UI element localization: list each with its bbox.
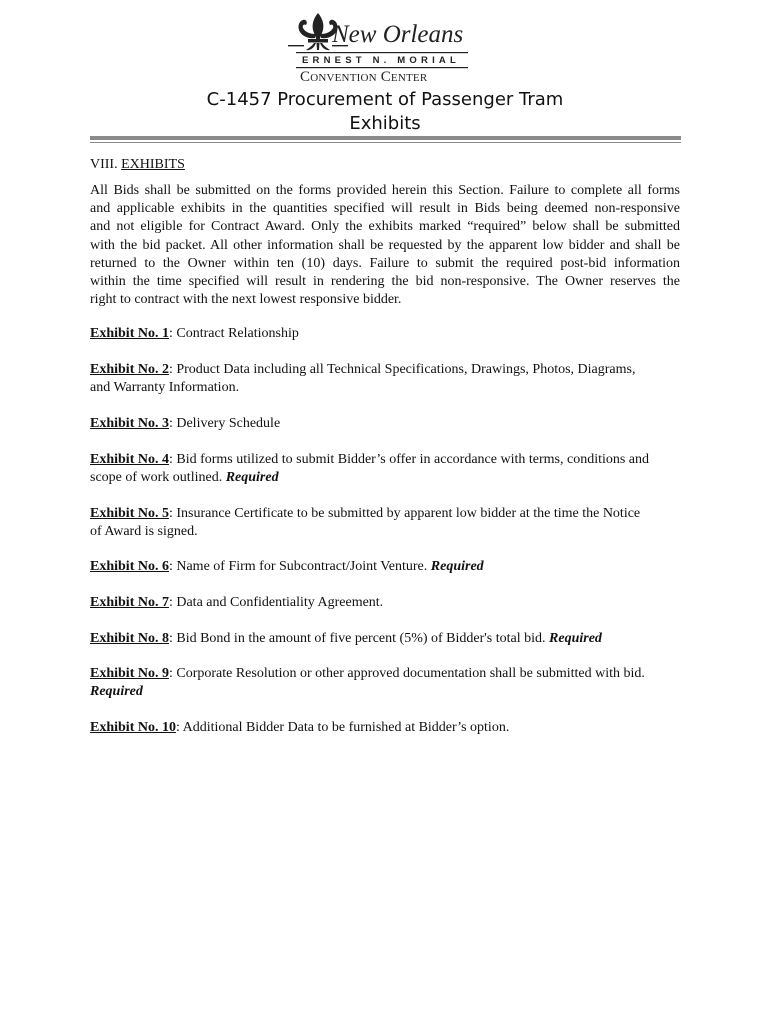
exhibit-line (90, 469, 685, 487)
exhibit-item (90, 719, 685, 737)
exhibit-label: Exhibit No. 3 (90, 416, 169, 431)
intro-line: and not eligible for Contract Award. Only the exhibits marked “required” below shall be submitted (90, 219, 680, 235)
logo-name-line: ERNEST N. MORIAL (302, 55, 460, 66)
section-number: VIII. (90, 157, 118, 172)
exhibit-line (90, 325, 685, 343)
exhibit-label: Exhibit No. 2 (90, 362, 169, 377)
exhibit-description: : Delivery Schedule (168, 416, 281, 431)
exhibit-line (90, 683, 685, 701)
exhibit-line (90, 505, 685, 523)
exhibit-description: : Additional Bidder Data to be furnished at Bidder’s option. (175, 720, 510, 735)
intro-line: returned to the Owner within ten (10) days. Failure to submit the required post-bid information (90, 255, 680, 271)
exhibit-description: : Name of Firm for Subcontract/Joint Venture. (168, 559, 431, 574)
intro-paragraph (90, 182, 680, 309)
exhibit-line (90, 523, 685, 541)
exhibit-line (90, 558, 685, 576)
intro-line: and applicable exhibits in the quantities specified will result in Bids being deemed non-responsive (90, 201, 680, 217)
title-rule-thin (90, 142, 681, 143)
exhibit-label: Exhibit No. 1 (90, 326, 169, 341)
exhibit-line (90, 594, 685, 612)
exhibit-label: Exhibit No. 8 (90, 631, 169, 646)
exhibit-item (90, 451, 685, 487)
exhibit-item (90, 325, 685, 343)
exhibit-label: Exhibit No. 10 (90, 720, 176, 735)
required-flag: Required (90, 684, 143, 700)
exhibit-description: : Contract Relationship (168, 326, 299, 341)
exhibit-label: Exhibit No. 5 (90, 506, 169, 521)
exhibit-line (90, 361, 685, 379)
section-heading (90, 156, 185, 174)
exhibit-description: : Product Data including all Technical Specifications, Drawings, Photos, Diagrams, (168, 362, 636, 377)
exhibit-description: : Corporate Resolution or other approved documentation shall be submitted with bid. (168, 666, 645, 681)
exhibit-description: : Data and Confidentiality Agreement. (168, 595, 384, 610)
exhibit-description: : Bid Bond in the amount of five percent (5%) of Bidder's total bid. (168, 631, 550, 646)
logo-script-text: New Orleans (332, 21, 464, 48)
exhibit-label: Exhibit No. 6 (90, 559, 169, 574)
logo-venue-line: Convention Center (300, 69, 428, 85)
exhibit-line (90, 665, 685, 683)
exhibit-label: Exhibit No. 9 (90, 666, 169, 681)
exhibit-item (90, 361, 685, 397)
exhibit-item (90, 665, 685, 701)
exhibit-label: Exhibit No. 4 (90, 452, 169, 467)
exhibit-description: : Insurance Certificate to be submitted by apparent low bidder at the time the Notice (168, 506, 641, 521)
exhibit-line (90, 719, 685, 737)
exhibit-label: Exhibit No. 7 (90, 595, 169, 610)
exhibit-item (90, 594, 685, 612)
exhibit-line (90, 630, 685, 648)
exhibit-item (90, 558, 685, 576)
exhibit-description-continued: scope of work outlined. (90, 470, 226, 486)
intro-line: with the bid packet. All other information shall be requested by the apparent low bidder and shall be (90, 237, 680, 253)
exhibit-description: : Bid forms utilized to submit Bidder’s offer in accordance with terms, conditions and (168, 452, 650, 467)
intro-line: right to contract with the next lowest responsive bidder. (90, 292, 402, 308)
required-flag: Required (430, 559, 484, 574)
intro-line: within the time specified will result in rendering the bid non-responsive. The Owner reserves the (90, 274, 680, 290)
document-title: C-1457 Procurement of Passenger Tram (206, 89, 564, 110)
exhibit-line (90, 451, 685, 469)
exhibit-description-continued: and Warranty Information. (90, 380, 240, 396)
exhibit-item (90, 505, 685, 541)
required-flag: Required (225, 470, 279, 486)
exhibit-item (90, 415, 685, 433)
exhibit-line (90, 379, 685, 397)
section-title: EXHIBITS (121, 157, 185, 172)
document-subtitle: Exhibits (349, 113, 421, 134)
required-flag: Required (549, 631, 602, 646)
intro-line: All Bids shall be submitted on the forms provided herein this Section. Failure to complete all forms (90, 183, 680, 198)
exhibit-description-continued: of Award is signed. (90, 524, 198, 540)
convention-center-logo (288, 12, 470, 85)
exhibit-item (90, 630, 685, 648)
exhibit-line (90, 415, 685, 433)
title-rule-thick (90, 136, 681, 140)
